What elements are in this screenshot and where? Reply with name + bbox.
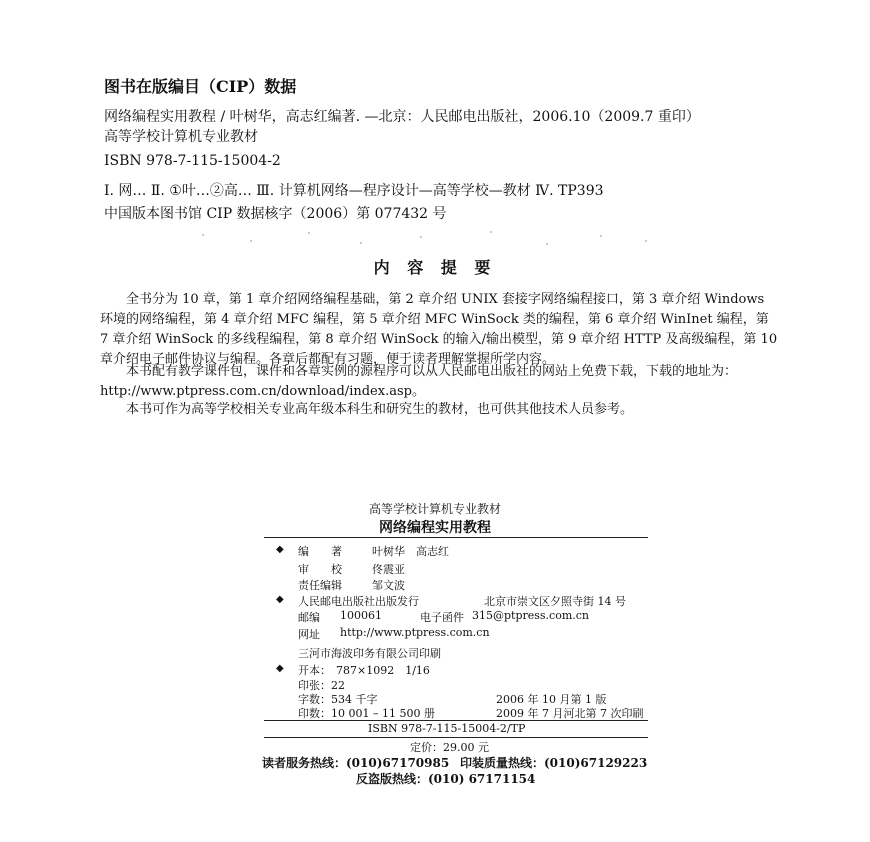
authors-label: 编 著 xyxy=(298,545,342,558)
cip-title-line: 网络编程实用教程 / 叶树华，高志红编著. —北京：人民邮电出版社，2006.10（2009.7 重印） xyxy=(104,109,700,125)
reprint-info: 2009 年 7 月河北第 7 次印刷 xyxy=(496,707,644,720)
price: 定价：29.00 元 xyxy=(410,741,489,754)
publisher: 人民邮电出版社出版发行 xyxy=(298,595,419,608)
editor-value: 邹文波 xyxy=(372,579,405,592)
format-label: 开本： xyxy=(298,664,331,677)
diamond-bullet-icon: ◆ xyxy=(276,544,284,555)
website-value: http://www.ptpress.com.cn xyxy=(340,626,490,639)
summary-heading: 内 容 提 要 xyxy=(373,258,497,277)
publisher-address: 北京市崇文区夕照寺街 14 号 xyxy=(484,595,626,608)
cip-series-line: 高等学校计算机专业教材 xyxy=(104,129,258,145)
cip-record-number-line: 中国版本图书馆 CIP 数据核字（2006）第 077432 号 xyxy=(104,206,447,222)
reviewer-label: 审 校 xyxy=(298,563,342,576)
summary-paragraph-2: 本书配有教学课件包，课件和各章实例的源程序可以从人民邮电出版社的网站上免费下载，下载的地址为：http://www.ptpress.com.cn/download/index.asp。 xyxy=(100,364,738,399)
editor-label: 责任编辑 xyxy=(298,579,342,592)
colophon-series: 高等学校计算机专业教材 xyxy=(368,502,501,516)
email-label: 电子函件 xyxy=(420,611,464,624)
reviewer-value: 佟震亚 xyxy=(372,563,405,576)
colophon-book-title: 网络编程实用教程 xyxy=(379,520,491,536)
summary-paragraph-3: 本书可作为高等学校相关专业高年级本科生和研究生的教材，也可供其他技术人员参考。 xyxy=(126,402,634,417)
diamond-bullet-icon: ◆ xyxy=(276,663,284,674)
quality-hotline: 印装质量热线：(010)67129223 xyxy=(460,756,648,770)
email-value: 315@ptpress.com.cn xyxy=(472,609,590,622)
reader-hotline: 读者服务热线：(010)67170985 xyxy=(262,756,450,770)
sheets: 印张：22 xyxy=(298,679,345,692)
summary-paragraph-1: 全书分为 10 章，第 1 章介绍网络编程基础，第 2 章介绍 UNIX 套接字网络编程接口，第 3 章介绍 Windows 环境的网络编程，第 4 章介绍 MFC 编程，第 5 章介绍 MFC WinSock 类的编程，第 6 章介绍 WinInet 编程，第 7 章介绍 WinSock 的多线程编程，第 8 章介绍 WinSock 的输入/输出模型，第 9 章介绍 HTTP 及高级编程，第 10 章介绍电子邮件协议与编程。各章后都配有习题，便于读者理解掌握所学内容。 xyxy=(100,292,778,367)
colophon-isbn: ISBN 978-7-115-15004-2/TP xyxy=(368,722,526,735)
print-run: 印数：10 001 – 11 500 册 xyxy=(298,707,435,720)
antipiracy-hotline: 反盗版热线：(010) 67171154 xyxy=(356,772,536,786)
postcode-value: 100061 xyxy=(340,609,382,622)
postcode-label: 邮编 xyxy=(298,611,320,624)
format-value: 787×1092 1/16 xyxy=(336,664,430,677)
printer: 三河市海波印务有限公司印刷 xyxy=(298,647,441,660)
first-edition: 2006 年 10 月第 1 版 xyxy=(496,693,607,706)
word-count: 字数：534 千字 xyxy=(298,693,378,706)
scan-noise xyxy=(190,228,670,250)
cip-isbn-line: ISBN 978-7-115-15004-2 xyxy=(104,153,281,169)
authors-value: 叶树华 高志红 xyxy=(372,545,449,558)
colophon-rule-middle xyxy=(264,720,648,721)
cip-heading: 图书在版编目（CIP）数据 xyxy=(104,77,297,96)
cip-classification-line: Ⅰ. 网… Ⅱ. ①叶…②高… Ⅲ. 计算机网络—程序设计—高等学校—教材 Ⅳ. TP393 xyxy=(104,183,604,199)
website-label: 网址 xyxy=(298,628,320,641)
diamond-bullet-icon: ◆ xyxy=(276,594,284,605)
colophon-rule-bottom xyxy=(264,737,648,738)
colophon-rule-top xyxy=(264,537,648,538)
